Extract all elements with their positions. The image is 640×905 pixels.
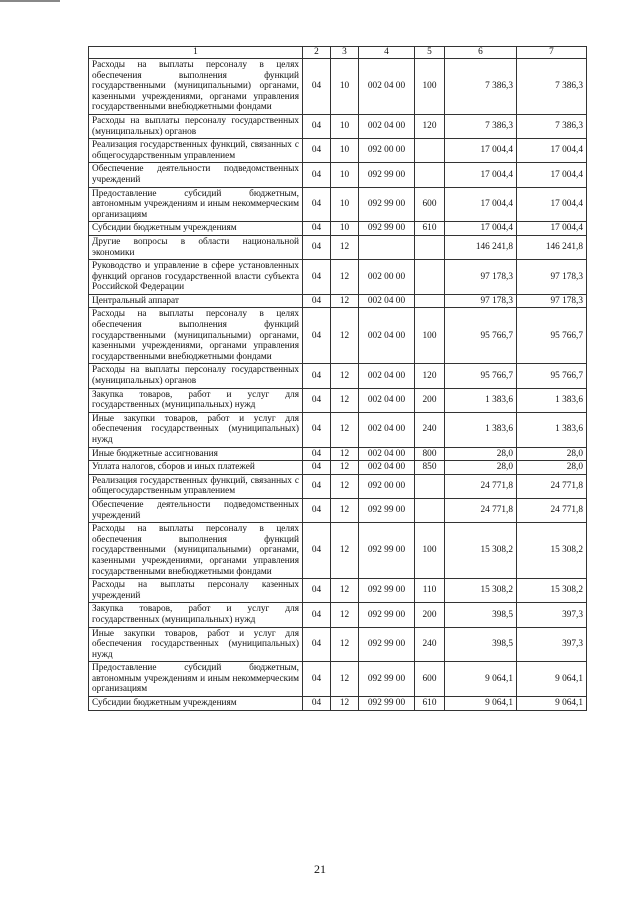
row-expense-type: 800 (415, 447, 445, 461)
row-expense-type (415, 235, 445, 259)
row-subsection: 10 (331, 222, 359, 236)
table-row (89, 59, 587, 115)
row-expense-type: 100 (415, 308, 445, 364)
header-col-7: 7 (517, 47, 587, 59)
row-amount-1: 1 383,6 (445, 388, 517, 412)
row-expense-type (415, 260, 445, 295)
row-name: Субсидии бюджетным учреждениям (89, 222, 303, 236)
row-section: 04 (303, 364, 331, 388)
row-amount-1: 95 766,7 (445, 308, 517, 364)
row-expense-type: 240 (415, 412, 445, 447)
row-expense-type: 240 (415, 627, 445, 662)
row-target-code (359, 235, 415, 259)
row-section: 04 (303, 139, 331, 163)
row-name: Расходы на выплаты персоналу государственных (муниципальных) органов (89, 364, 303, 388)
row-amount-1: 17 004,4 (445, 187, 517, 222)
row-name: Центральный аппарат (89, 294, 303, 308)
row-name: Обеспечение деятельности подведомственных учреждений (89, 163, 303, 187)
row-amount-2: 1 383,6 (517, 412, 587, 447)
header-col-4: 4 (359, 47, 415, 59)
row-section: 04 (303, 59, 331, 115)
table-row (89, 412, 587, 447)
row-target-code: 002 04 00 (359, 447, 415, 461)
row-expense-type: 600 (415, 187, 445, 222)
table-row (89, 498, 587, 522)
row-subsection: 12 (331, 294, 359, 308)
row-expense-type (415, 498, 445, 522)
table-row (89, 364, 587, 388)
table-row (89, 308, 587, 364)
row-amount-1: 24 771,8 (445, 474, 517, 498)
row-name: Расходы на выплаты персоналу в целях обеспечения выполнения функций государственными (муниципальными) органами, казенными учреждениями, органами управления государственными внебюджетными фондами (89, 308, 303, 364)
row-target-code: 002 04 00 (359, 461, 415, 475)
row-expense-type: 600 (415, 662, 445, 697)
row-subsection: 12 (331, 627, 359, 662)
table-header-row (89, 47, 587, 59)
row-target-code: 002 04 00 (359, 308, 415, 364)
row-amount-1: 9 064,1 (445, 697, 517, 711)
row-section: 04 (303, 388, 331, 412)
row-amount-2: 146 241,8 (517, 235, 587, 259)
row-amount-1: 24 771,8 (445, 498, 517, 522)
row-section: 04 (303, 498, 331, 522)
row-subsection: 12 (331, 235, 359, 259)
row-amount-1: 398,5 (445, 603, 517, 627)
row-amount-2: 24 771,8 (517, 498, 587, 522)
row-section: 04 (303, 412, 331, 447)
row-name: Предоставление субсидий бюджетным, автономным учреждениям и иным некоммерческим организациям (89, 662, 303, 697)
row-section: 04 (303, 579, 331, 603)
row-expense-type: 100 (415, 59, 445, 115)
row-name: Расходы на выплаты персоналу государственных (муниципальных) органов (89, 114, 303, 138)
header-col-3: 3 (331, 47, 359, 59)
row-amount-2: 9 064,1 (517, 697, 587, 711)
row-amount-1: 17 004,4 (445, 222, 517, 236)
table-row (89, 222, 587, 236)
row-amount-2: 397,3 (517, 603, 587, 627)
row-expense-type: 850 (415, 461, 445, 475)
row-name: Иные закупки товаров, работ и услуг для обеспечения государственных (муниципальных) нужд (89, 627, 303, 662)
row-subsection: 12 (331, 579, 359, 603)
row-section: 04 (303, 235, 331, 259)
table-row (89, 235, 587, 259)
row-amount-2: 17 004,4 (517, 222, 587, 236)
table-row (89, 697, 587, 711)
row-amount-2: 95 766,7 (517, 308, 587, 364)
row-expense-type: 110 (415, 579, 445, 603)
row-subsection: 12 (331, 388, 359, 412)
row-amount-1: 15 308,2 (445, 523, 517, 579)
row-subsection: 12 (331, 498, 359, 522)
row-subsection: 10 (331, 163, 359, 187)
row-section: 04 (303, 627, 331, 662)
row-amount-2: 28,0 (517, 461, 587, 475)
table-row (89, 163, 587, 187)
table-row (89, 523, 587, 579)
table-row (89, 388, 587, 412)
table-row (89, 474, 587, 498)
row-expense-type (415, 139, 445, 163)
row-subsection: 12 (331, 412, 359, 447)
header-col-5: 5 (415, 47, 445, 59)
header-col-1: 1 (89, 47, 303, 59)
row-target-code: 092 99 00 (359, 163, 415, 187)
table-row (89, 294, 587, 308)
table-row (89, 139, 587, 163)
row-subsection: 12 (331, 474, 359, 498)
row-subsection: 10 (331, 187, 359, 222)
row-name: Расходы на выплаты персоналу в целях обеспечения выполнения функций государственными (муниципальными) органами, казенными учреждениями, органами управления государственными внебюджетными фондами (89, 59, 303, 115)
row-target-code: 092 00 00 (359, 474, 415, 498)
row-target-code: 092 99 00 (359, 498, 415, 522)
row-section: 04 (303, 662, 331, 697)
row-amount-2: 7 386,3 (517, 114, 587, 138)
row-amount-2: 97 178,3 (517, 260, 587, 295)
row-expense-type: 100 (415, 523, 445, 579)
row-target-code: 092 99 00 (359, 697, 415, 711)
row-target-code: 002 00 00 (359, 260, 415, 295)
scan-corner-mark (0, 0, 60, 7)
table-row (89, 627, 587, 662)
row-section: 04 (303, 163, 331, 187)
row-name: Уплата налогов, сборов и иных платежей (89, 461, 303, 475)
row-name: Реализация государственных функций, связанных с общегосударственным управлением (89, 474, 303, 498)
row-expense-type: 200 (415, 603, 445, 627)
row-target-code: 092 99 00 (359, 187, 415, 222)
row-section: 04 (303, 447, 331, 461)
row-subsection: 12 (331, 662, 359, 697)
row-expense-type: 200 (415, 388, 445, 412)
row-amount-1: 7 386,3 (445, 114, 517, 138)
row-subsection: 12 (331, 461, 359, 475)
row-name: Расходы на выплаты персоналу казенных учреждений (89, 579, 303, 603)
row-target-code: 092 99 00 (359, 662, 415, 697)
row-amount-2: 95 766,7 (517, 364, 587, 388)
row-subsection: 12 (331, 260, 359, 295)
row-section: 04 (303, 114, 331, 138)
header-col-2: 2 (303, 47, 331, 59)
row-amount-2: 17 004,4 (517, 187, 587, 222)
row-section: 04 (303, 474, 331, 498)
row-name: Реализация государственных функций, связанных с общегосударственным управлением (89, 139, 303, 163)
row-subsection: 10 (331, 59, 359, 115)
page-number: 21 (314, 862, 326, 876)
table-row (89, 114, 587, 138)
row-target-code: 092 99 00 (359, 222, 415, 236)
row-target-code: 002 04 00 (359, 294, 415, 308)
row-target-code: 002 04 00 (359, 412, 415, 447)
row-target-code: 092 99 00 (359, 523, 415, 579)
row-subsection: 12 (331, 523, 359, 579)
row-amount-2: 17 004,4 (517, 139, 587, 163)
row-section: 04 (303, 523, 331, 579)
row-amount-2: 17 004,4 (517, 163, 587, 187)
row-expense-type (415, 474, 445, 498)
row-amount-1: 17 004,4 (445, 163, 517, 187)
row-expense-type: 610 (415, 222, 445, 236)
row-target-code: 002 04 00 (359, 364, 415, 388)
row-amount-1: 9 064,1 (445, 662, 517, 697)
row-subsection: 12 (331, 603, 359, 627)
table-row (89, 579, 587, 603)
row-name: Закупка товаров, работ и услуг для государственных (муниципальных) нужд (89, 603, 303, 627)
row-name: Другие вопросы в области национальной экономики (89, 235, 303, 259)
row-section: 04 (303, 294, 331, 308)
table-row (89, 461, 587, 475)
row-name: Субсидии бюджетным учреждениям (89, 697, 303, 711)
row-subsection: 12 (331, 308, 359, 364)
row-subsection: 12 (331, 697, 359, 711)
row-expense-type: 120 (415, 364, 445, 388)
row-amount-1: 95 766,7 (445, 364, 517, 388)
table-row (89, 447, 587, 461)
row-amount-2: 397,3 (517, 627, 587, 662)
row-section: 04 (303, 308, 331, 364)
row-section: 04 (303, 697, 331, 711)
row-name: Расходы на выплаты персоналу в целях обеспечения выполнения функций государственными (муниципальными) органами, казенными учреждениями, органами управления государственными внебюджетными фондами (89, 523, 303, 579)
row-subsection: 10 (331, 139, 359, 163)
row-section: 04 (303, 461, 331, 475)
row-section: 04 (303, 603, 331, 627)
row-expense-type: 610 (415, 697, 445, 711)
row-expense-type (415, 294, 445, 308)
table-row (89, 603, 587, 627)
row-target-code: 092 99 00 (359, 579, 415, 603)
row-amount-2: 15 308,2 (517, 523, 587, 579)
row-subsection: 12 (331, 447, 359, 461)
row-amount-2: 28,0 (517, 447, 587, 461)
row-amount-2: 15 308,2 (517, 579, 587, 603)
row-target-code: 002 04 00 (359, 59, 415, 115)
row-section: 04 (303, 187, 331, 222)
row-name: Обеспечение деятельности подведомственных учреждений (89, 498, 303, 522)
row-amount-1: 28,0 (445, 447, 517, 461)
row-amount-2: 24 771,8 (517, 474, 587, 498)
header-col-6: 6 (445, 47, 517, 59)
row-expense-type (415, 163, 445, 187)
row-subsection: 10 (331, 114, 359, 138)
row-name: Иные бюджетные ассигнования (89, 447, 303, 461)
row-expense-type: 120 (415, 114, 445, 138)
row-target-code: 092 99 00 (359, 627, 415, 662)
row-name: Руководство и управление в сфере установленных функций органов государственной власти субъекта Российской Федерации (89, 260, 303, 295)
row-amount-2: 97 178,3 (517, 294, 587, 308)
row-name: Иные закупки товаров, работ и услуг для обеспечения государственных (муниципальных) нужд (89, 412, 303, 447)
row-amount-2: 7 386,3 (517, 59, 587, 115)
row-name: Предоставление субсидий бюджетным, автономным учреждениям и иным некоммерческим организациям (89, 187, 303, 222)
row-target-code: 092 00 00 (359, 139, 415, 163)
budget-table (88, 46, 587, 711)
row-target-code: 002 04 00 (359, 388, 415, 412)
row-amount-1: 17 004,4 (445, 139, 517, 163)
row-subsection: 12 (331, 364, 359, 388)
row-amount-2: 1 383,6 (517, 388, 587, 412)
row-amount-1: 398,5 (445, 627, 517, 662)
row-amount-2: 9 064,1 (517, 662, 587, 697)
table-row (89, 187, 587, 222)
row-amount-1: 1 383,6 (445, 412, 517, 447)
row-section: 04 (303, 260, 331, 295)
row-target-code: 092 99 00 (359, 603, 415, 627)
table-row (89, 662, 587, 697)
row-amount-1: 97 178,3 (445, 294, 517, 308)
row-name: Закупка товаров, работ и услуг для государственных (муниципальных) нужд (89, 388, 303, 412)
row-amount-1: 15 308,2 (445, 579, 517, 603)
row-target-code: 002 04 00 (359, 114, 415, 138)
table-row (89, 260, 587, 295)
row-amount-1: 28,0 (445, 461, 517, 475)
row-amount-1: 7 386,3 (445, 59, 517, 115)
row-amount-1: 97 178,3 (445, 260, 517, 295)
row-section: 04 (303, 222, 331, 236)
row-amount-1: 146 241,8 (445, 235, 517, 259)
